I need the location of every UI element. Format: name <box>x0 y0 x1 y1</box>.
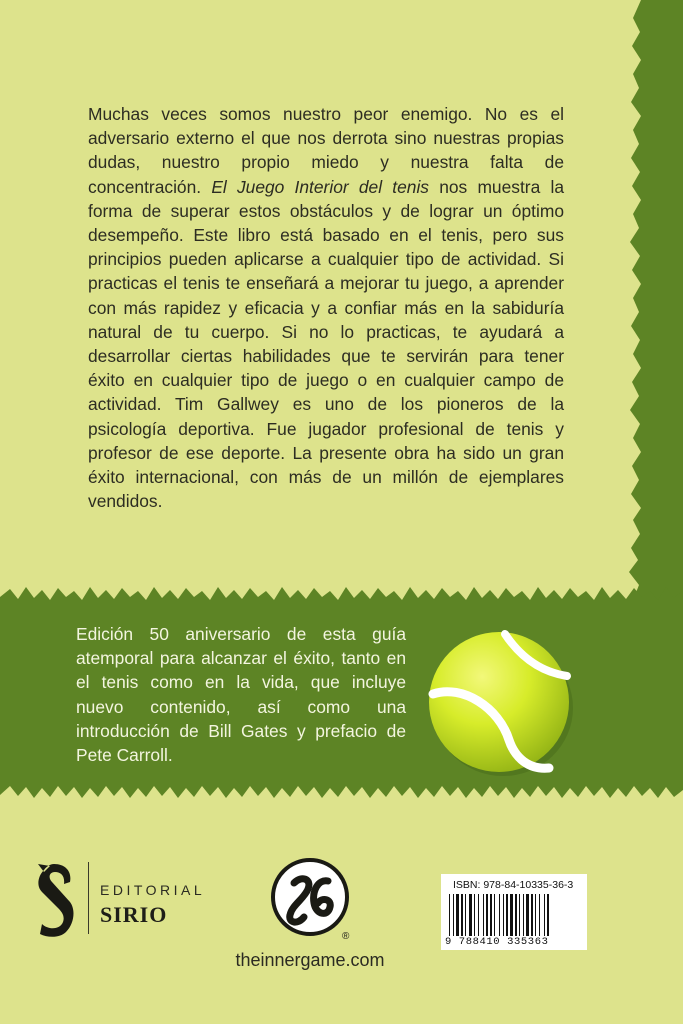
description-intro: Muchas veces somos nuestro peor enemigo. No es el adversario externo el que nos derrota sino nuestras propias dudas, nuestro propio miedo y nuestra falta de concentración. <box>88 104 564 197</box>
website-url[interactable]: theinnergame.com <box>235 950 385 970</box>
inner-game-monogram-icon <box>268 857 352 941</box>
publisher-name-line2: SIRIO <box>100 902 168 927</box>
edition-blurb: Edición 50 aniversario de esta guía atemporal para alcanzar el éxito, tanto en el tenis como en la vida, que incluye nuevo contenido, así como una introducción de Bill Gates y prefacio de Pete Carroll. <box>76 624 406 766</box>
publisher-name-line1: EDITORIAL <box>100 882 206 898</box>
isbn-label: ISBN: 978-84-10335-36-3 <box>453 879 574 891</box>
book-description <box>88 102 564 513</box>
registered-mark: ® <box>342 931 350 941</box>
isbn-barcode-box <box>441 874 587 950</box>
barcode-icon <box>448 894 583 936</box>
isbn-digits: 9 788410 335363 <box>445 936 549 948</box>
grass-border-right <box>627 0 683 600</box>
book-title-inline: El Juego Interior del tenis <box>211 176 430 197</box>
tennis-ball-icon <box>425 628 575 778</box>
swan-s-logo-icon <box>36 862 74 938</box>
description-rest: nos muestra la forma de superar estos obstáculos y de lograr un óptimo desempeño. Este libro está basado en el tenis, pero sus principios pueden aplicarse a cualquier tipo de actividad. Si practicas el tenis te enseñará a mejorar tu juego, a aprender con más rapidez y eficacia y a confiar más en la sabiduría natural de tu cuerpo. Si no lo practicas, te ayudará a desarrollar ciertas habilidades que te servirán para tener éxito en cualquier tipo de juego o en cualquier campo de actividad. Tim Gallwey es uno de los pioneros de la psicología deportiva. Fue jugador profesional de tenis y profesor de ese deporte. La presente obra ha sido un gran éxito internacional, con más de un millón de ejemplares vendidos. <box>88 176 564 512</box>
publisher-divider <box>88 862 89 934</box>
